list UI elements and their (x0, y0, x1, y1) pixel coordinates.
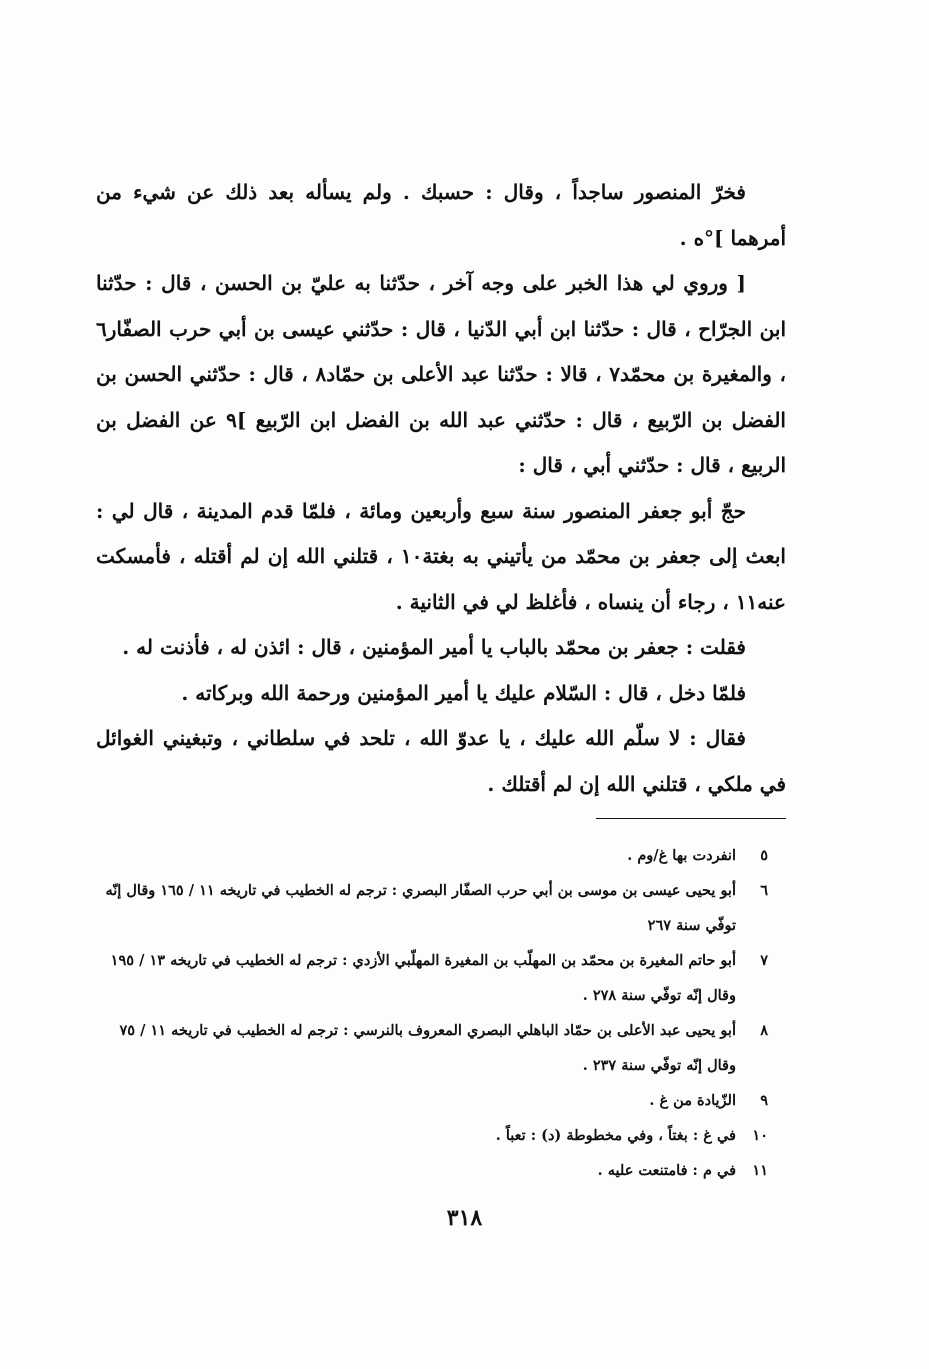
footnote (100, 1153, 768, 1188)
footnote-number: ٥ (760, 847, 768, 864)
footnote-number: ٦ (760, 882, 768, 899)
footnote-text: في غ : بغتاً ، وفي مخطوطة (د) : تعباً . (495, 1127, 736, 1144)
paragraph-6: فقال : لا سلّم الله عليك ، يا عدوّ الله ، تلحد في سلطاني ، وتبغيني الغوائل في ملكي ، قتلني الله إن لم أقتلك . (96, 726, 786, 796)
paragraph-3: حجّ أبو جعفر المنصور سنة سبع وأربعين ومائة ، فلمّا قدم المدينة ، قال لي : ابعث إلى جعفر بن محمّد من يأتيني به بغتة١٠ ، قتلني الله إن لم أقتله ، فأمسكت عنه١١ ، رجاء أن ينساه ، فأغلظ لي في الثانية . (96, 498, 786, 614)
footnote-number: ١١ (752, 1162, 768, 1179)
footnote-number: ٨ (760, 1022, 768, 1039)
footnote (100, 873, 768, 943)
footnote-number: ١٠ (752, 1127, 768, 1144)
footnote (100, 838, 768, 873)
footnote (100, 1118, 768, 1153)
footnote-text: أبو يحيى عيسى بن موسى بن أبي حرب الصفّار البصري : ترجم له الخطيب في تاريخه ١١ / ١٦٥ وقال إنّه توفّي سنة ٢٦٧ (105, 882, 736, 934)
footnote-separator (596, 818, 786, 819)
footnote-number: ٩ (760, 1092, 768, 1109)
page-number: ٣١٨ (446, 1205, 483, 1231)
footnote-text: أبو يحيى عبد الأعلى بن حمّاد الباهلي البصري المعروف بالنرسي : ترجم له الخطيب في تاريخه ١١ / ٧٥ وقال إنّه توفّي سنة ٢٣٧ . (119, 1022, 736, 1074)
footnote-text: انفردت بها غ/وم . (627, 847, 736, 864)
footnote-text: في م : فامتنعت عليه . (597, 1162, 736, 1179)
main-text (96, 170, 786, 807)
footnote (100, 1083, 768, 1118)
footnote (100, 943, 768, 1013)
paragraph-4: فقلت : جعفر بن محمّد بالباب يا أمير المؤمنين ، قال : ائذن له ، فأذنت له . (122, 635, 746, 659)
footnote-text: الزّيادة من غ . (649, 1092, 736, 1109)
paragraph-2: [ وروي لي هذا الخبر على وجه آخر ، حدّثنا به عليّ بن الحسن ، قال : حدّثنا ابن الجرّاح ، قال : حدّثنا ابن أبي الدّنيا ، قال : حدّثني عيسى بن أبي حرب الصفّار٦ ، والمغيرة بن محمّد٧ ، قالا : حدّثنا عبد الأعلى بن حمّاد٨ ، قال : حدّثني الحسن بن الفضل بن الرّبيع ، قال : حدّثني عبد الله بن الفضل ابن الرّبيع ]٩ عن الفضل بن الربيع ، قال : حدّثني أبي ، قال : (96, 271, 787, 477)
footnote-text: أبو حاتم المغيرة بن محمّد بن المهلّب بن المغيرة المهلّبي الأزدي : ترجم له الخطيب في تاريخه ١٣ / ١٩٥ وقال إنّه توفّي سنة ٢٧٨ . (110, 952, 736, 1004)
footnote (100, 1013, 768, 1083)
paragraph-1: فخرّ المنصور ساجداً ، وقال : حسبك . ولم يسأله بعد ذلك عن شيء من أمرهما ]°ه . (96, 180, 786, 250)
footnotes (100, 838, 768, 1188)
paragraph-5: فلمّا دخل ، قال : السّلام عليك يا أمير المؤمنين ورحمة الله وبركاته . (181, 680, 746, 705)
footnote-number: ٧ (760, 952, 768, 969)
